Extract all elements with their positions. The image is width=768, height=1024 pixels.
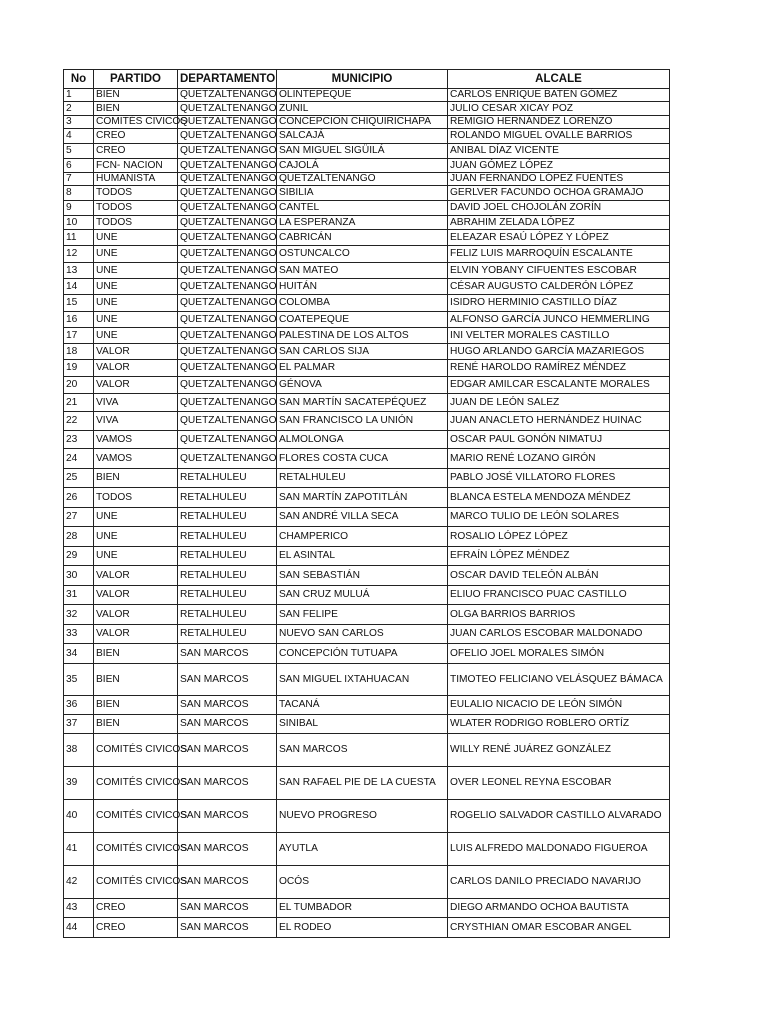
partido-cell: VALOR	[94, 344, 178, 360]
municipio-cell: TACANÁ	[277, 696, 448, 715]
partido-cell: UNE	[94, 547, 178, 566]
table-row	[64, 644, 670, 664]
departamento-cell: SAN MARCOS	[178, 734, 277, 767]
alcalde-cell: OLGA BARRIOS BARRIOS	[448, 605, 670, 625]
municipio-cell: RETALHULEU	[277, 469, 448, 488]
row-number: 18	[64, 344, 94, 360]
alcalde-cell: OSCAR DAVID TELEÓN ALBÁN	[448, 566, 670, 586]
row-number: 42	[64, 866, 94, 899]
municipio-cell: COATEPEQUE	[277, 312, 448, 328]
municipio-cell: SAN CARLOS SIJA	[277, 344, 448, 360]
partido-cell: BIEN	[94, 102, 178, 116]
departamento-cell: RETALHULEU	[178, 547, 277, 566]
col-header-partido: PARTIDO	[94, 70, 178, 89]
table-row	[64, 344, 670, 360]
row-number: 14	[64, 279, 94, 295]
row-number: 25	[64, 469, 94, 488]
table-row	[64, 129, 670, 144]
departamento-cell: QUETZALTENANGO	[178, 412, 277, 431]
alcalde-cell: JUAN DE LEÓN SALEZ	[448, 394, 670, 412]
partido-cell: FCN- NACION	[94, 159, 178, 173]
partido-cell: VALOR	[94, 605, 178, 625]
departamento-cell: QUETZALTENANGO	[178, 431, 277, 449]
table-row	[64, 431, 670, 449]
municipio-cell: ZUNIL	[277, 102, 448, 116]
alcalde-cell: TIMOTEO FELICIANO VELÁSQUEZ BÁMACA	[448, 664, 670, 696]
municipio-cell: CABRICÁN	[277, 230, 448, 246]
alcalde-cell: ELIUO FRANCISCO PUAC CASTILLO	[448, 586, 670, 605]
municipio-cell: LA ESPERANZA	[277, 216, 448, 230]
alcalde-cell: JUAN ANACLETO HERNÁNDEZ HUINAC	[448, 412, 670, 431]
departamento-cell: SAN MARCOS	[178, 696, 277, 715]
departamento-cell: RETALHULEU	[178, 625, 277, 644]
table-row	[64, 586, 670, 605]
table-body	[64, 89, 670, 938]
alcalde-cell: JUAN FERNANDO LÓPEZ FUENTES	[448, 173, 670, 186]
alcalde-cell: OSCAR PAUL GONÓN NIMATUJ	[448, 431, 670, 449]
row-number: 4	[64, 129, 94, 144]
departamento-cell: SAN MARCOS	[178, 918, 277, 938]
table-row	[64, 625, 670, 644]
partido-cell: CREO	[94, 144, 178, 159]
departamento-cell: RETALHULEU	[178, 469, 277, 488]
alcalde-cell: ALFONSO GARCÍA JUNCO HEMMERLING	[448, 312, 670, 328]
table-row	[64, 328, 670, 344]
municipio-cell: PALESTINA DE LOS ALTOS	[277, 328, 448, 344]
municipio-cell: FLORES COSTA CUCA	[277, 449, 448, 469]
row-number: 34	[64, 644, 94, 664]
municipio-cell: OCÓS	[277, 866, 448, 899]
row-number: 38	[64, 734, 94, 767]
table-row	[64, 566, 670, 586]
table-row	[64, 394, 670, 412]
departamento-cell: QUETZALTENANGO	[178, 102, 277, 116]
municipio-cell: SAN CRUZ MULUÁ	[277, 586, 448, 605]
departamento-cell: QUETZALTENANGO	[178, 89, 277, 102]
alcalde-cell: ISIDRO HERMINIO CASTILLO DÍAZ	[448, 295, 670, 312]
table-row	[64, 833, 670, 866]
departamento-cell: RETALHULEU	[178, 508, 277, 527]
alcalde-cell: ANIBAL DÍAZ VICENTE	[448, 144, 670, 159]
table-row	[64, 279, 670, 295]
row-number: 33	[64, 625, 94, 644]
alcalde-cell: OVER LEONEL REYNA ESCOBAR	[448, 767, 670, 800]
departamento-cell: QUETZALTENANGO	[178, 328, 277, 344]
row-number: 41	[64, 833, 94, 866]
partido-cell: CREO	[94, 918, 178, 938]
municipio-cell: SAN FELIPE	[277, 605, 448, 625]
municipio-cell: OSTUNCALCO	[277, 246, 448, 263]
partido-cell: COMITÉS CIVICOS	[94, 800, 178, 833]
departamento-cell: RETALHULEU	[178, 586, 277, 605]
alcalde-cell: EULALIO NICACIO DE LEÓN SIMÓN	[448, 696, 670, 715]
table-row	[64, 295, 670, 312]
alcalde-cell: FELIZ LUIS MARROQUÍN ESCALANTE	[448, 246, 670, 263]
alcalde-cell: EFRAÍN LÓPEZ MÉNDEZ	[448, 547, 670, 566]
partido-cell: COMITÉS CIVICOS	[94, 833, 178, 866]
municipio-cell: CONCEPCIÓN TUTUAPA	[277, 644, 448, 664]
row-number: 29	[64, 547, 94, 566]
alcalde-cell: REMIGIO HERNÁNDEZ LORENZO	[448, 116, 670, 129]
row-number: 26	[64, 488, 94, 508]
header-row	[64, 70, 670, 89]
row-number: 27	[64, 508, 94, 527]
departamento-cell: RETALHULEU	[178, 488, 277, 508]
alcalde-cell: WLATER RODRIGO ROBLERO ORTÍZ	[448, 715, 670, 734]
partido-cell: TODOS	[94, 186, 178, 201]
row-number: 5	[64, 144, 94, 159]
alcalde-cell: ABRAHIM ZELADA LÓPEZ	[448, 216, 670, 230]
row-number: 12	[64, 246, 94, 263]
alcalde-cell: ROGELIO SALVADOR CASTILLO ALVARADO	[448, 800, 670, 833]
alcalde-cell: CARLOS ENRIQUE BATEN GÓMEZ	[448, 89, 670, 102]
alcalde-cell: JUAN CARLOS ESCOBAR MALDONADO	[448, 625, 670, 644]
table-row	[64, 469, 670, 488]
municipio-cell: SAN SEBASTIÁN	[277, 566, 448, 586]
table-row	[64, 173, 670, 186]
municipio-cell: SAN MIGUEL SIGÜILÁ	[277, 144, 448, 159]
alcalde-cell: MARCO TULIO DE LEÓN SOLARES	[448, 508, 670, 527]
departamento-cell: QUETZALTENANGO	[178, 360, 277, 377]
row-number: 37	[64, 715, 94, 734]
alcalde-cell: LUIS ALFREDO MALDONADO FIGUEROA	[448, 833, 670, 866]
row-number: 39	[64, 767, 94, 800]
departamento-cell: QUETZALTENANGO	[178, 173, 277, 186]
alcalde-cell: DAVID JOEL CHOJOLÁN ZORÍN	[448, 201, 670, 216]
row-number: 28	[64, 527, 94, 547]
municipio-cell: QUETZALTENANGO	[277, 173, 448, 186]
municipio-cell: SAN ANDRÉ VILLA SECA	[277, 508, 448, 527]
row-number: 6	[64, 159, 94, 173]
row-number: 31	[64, 586, 94, 605]
alcalde-cell: CRYSTHIAN OMAR ESCOBAR ANGEL	[448, 918, 670, 938]
municipio-cell: EL RODEO	[277, 918, 448, 938]
partido-cell: UNE	[94, 246, 178, 263]
alcalde-cell: ROSALIO LÓPEZ LÓPEZ	[448, 527, 670, 547]
municipio-cell: CONCEPCION CHIQUIRICHAPA	[277, 116, 448, 129]
table-row	[64, 866, 670, 899]
municipio-cell: AYUTLA	[277, 833, 448, 866]
departamento-cell: QUETZALTENANGO	[178, 394, 277, 412]
row-number: 23	[64, 431, 94, 449]
table-row	[64, 144, 670, 159]
departamento-cell: RETALHULEU	[178, 566, 277, 586]
partido-cell: COMITÉS CIVICOS	[94, 734, 178, 767]
row-number: 20	[64, 377, 94, 394]
partido-cell: TODOS	[94, 216, 178, 230]
departamento-cell: QUETZALTENANGO	[178, 312, 277, 328]
col-header-municipio: MUNICIPIO	[277, 70, 448, 89]
departamento-cell: QUETZALTENANGO	[178, 449, 277, 469]
municipio-cell: OLINTEPEQUE	[277, 89, 448, 102]
table-row	[64, 605, 670, 625]
alcalde-cell: MARIO RENÉ LOZANO GIRÓN	[448, 449, 670, 469]
departamento-cell: SAN MARCOS	[178, 664, 277, 696]
departamento-cell: QUETZALTENANGO	[178, 216, 277, 230]
alcalde-cell: RENÉ HAROLDO RAMÍREZ MÉNDEZ	[448, 360, 670, 377]
row-number: 30	[64, 566, 94, 586]
partido-cell: VALOR	[94, 566, 178, 586]
departamento-cell: QUETZALTENANGO	[178, 377, 277, 394]
partido-cell: VIVA	[94, 394, 178, 412]
municipio-cell: NUEVO PROGRESO	[277, 800, 448, 833]
departamento-cell: SAN MARCOS	[178, 899, 277, 918]
row-number: 21	[64, 394, 94, 412]
table-row	[64, 360, 670, 377]
row-number: 43	[64, 899, 94, 918]
municipio-cell: SAN MIGUEL IXTAHUACAN	[277, 664, 448, 696]
departamento-cell: QUETZALTENANGO	[178, 144, 277, 159]
table-row	[64, 312, 670, 328]
departamento-cell: QUETZALTENANGO	[178, 159, 277, 173]
row-number: 7	[64, 173, 94, 186]
municipio-cell: SAN MATEO	[277, 263, 448, 279]
table-row	[64, 899, 670, 918]
alcalde-cell: ELVIN YOBANY CIFUENTES ESCOBAR	[448, 263, 670, 279]
municipio-cell: SAN MARTÍN ZAPOTITLÁN	[277, 488, 448, 508]
municipio-cell: SALCAJÁ	[277, 129, 448, 144]
alcalde-cell: EDGAR AMILCAR ESCALANTE MORALES	[448, 377, 670, 394]
row-number: 10	[64, 216, 94, 230]
row-number: 1	[64, 89, 94, 102]
table-row	[64, 216, 670, 230]
departamento-cell: QUETZALTENANGO	[178, 295, 277, 312]
municipio-cell: SAN RAFAEL PIE DE LA CUESTA	[277, 767, 448, 800]
alcalde-cell: HUGO ARLANDO GARCÍA MAZARIEGOS	[448, 344, 670, 360]
partido-cell: HUMANISTA	[94, 173, 178, 186]
row-number: 11	[64, 230, 94, 246]
partido-cell: VAMOS	[94, 431, 178, 449]
row-number: 44	[64, 918, 94, 938]
row-number: 22	[64, 412, 94, 431]
partido-cell: BIEN	[94, 469, 178, 488]
departamento-cell: QUETZALTENANGO	[178, 186, 277, 201]
alcalde-cell: CARLOS DANILO PRECIADO NAVARIJO	[448, 866, 670, 899]
table-row	[64, 186, 670, 201]
departamento-cell: SAN MARCOS	[178, 866, 277, 899]
row-number: 15	[64, 295, 94, 312]
partido-cell: CREO	[94, 899, 178, 918]
table-row	[64, 449, 670, 469]
partido-cell: UNE	[94, 527, 178, 547]
municipio-cell: ALMOLONGA	[277, 431, 448, 449]
alcalde-cell: PABLO JOSÉ VILLATORO FLORES	[448, 469, 670, 488]
departamento-cell: RETALHULEU	[178, 605, 277, 625]
municipio-cell: CHAMPERICO	[277, 527, 448, 547]
table-row	[64, 547, 670, 566]
municipio-cell: SINIBAL	[277, 715, 448, 734]
row-number: 36	[64, 696, 94, 715]
row-number: 16	[64, 312, 94, 328]
col-header-no: No	[64, 70, 94, 89]
municipio-cell: EL ASINTAL	[277, 547, 448, 566]
alcalde-cell: WILLY RENÉ JUÁREZ GONZÁLEZ	[448, 734, 670, 767]
table-row	[64, 734, 670, 767]
partido-cell: VALOR	[94, 360, 178, 377]
table-row	[64, 116, 670, 129]
partido-cell: UNE	[94, 312, 178, 328]
row-number: 8	[64, 186, 94, 201]
alcalde-cell: JUAN GÓMEZ LÓPEZ	[448, 159, 670, 173]
alcalde-cell: BLANCA ESTELA MENDOZA MÉNDEZ	[448, 488, 670, 508]
table-row	[64, 488, 670, 508]
partido-cell: UNE	[94, 295, 178, 312]
row-number: 24	[64, 449, 94, 469]
municipio-cell: EL TUMBADOR	[277, 899, 448, 918]
municipio-cell: SIBILIA	[277, 186, 448, 201]
alcalde-cell: INI VELTER MORALES CASTILLO	[448, 328, 670, 344]
municipio-cell: SAN FRANCISCO LA UNIÓN	[277, 412, 448, 431]
partido-cell: CREO	[94, 129, 178, 144]
departamento-cell: SAN MARCOS	[178, 715, 277, 734]
partido-cell: UNE	[94, 230, 178, 246]
partido-cell: UNE	[94, 328, 178, 344]
partido-cell: COMITÉS CIVICOS	[94, 767, 178, 800]
table-row	[64, 159, 670, 173]
table-row	[64, 102, 670, 116]
row-number: 9	[64, 201, 94, 216]
table-row	[64, 246, 670, 263]
table-row	[64, 527, 670, 547]
partido-cell: UNE	[94, 279, 178, 295]
table-row	[64, 767, 670, 800]
alcalde-cell: DIEGO ARMANDO OCHOA BAUTISTA	[448, 899, 670, 918]
partido-cell: BIEN	[94, 644, 178, 664]
table-row	[64, 800, 670, 833]
table-row	[64, 377, 670, 394]
partido-cell: TODOS	[94, 201, 178, 216]
municipio-cell: CANTEL	[277, 201, 448, 216]
partido-cell: UNE	[94, 263, 178, 279]
table-row	[64, 263, 670, 279]
municipio-cell: HUITÁN	[277, 279, 448, 295]
partido-cell: BIEN	[94, 89, 178, 102]
row-number: 32	[64, 605, 94, 625]
municipio-cell: COLOMBA	[277, 295, 448, 312]
row-number: 2	[64, 102, 94, 116]
departamento-cell: QUETZALTENANGO	[178, 344, 277, 360]
partido-cell: VIVA	[94, 412, 178, 431]
departamento-cell: QUETZALTENANGO	[178, 246, 277, 263]
partido-cell: VALOR	[94, 377, 178, 394]
col-header-alcalde: ALCALE	[448, 70, 670, 89]
departamento-cell: RETALHULEU	[178, 527, 277, 547]
table-row	[64, 89, 670, 102]
alcalde-cell: OFELIO JOEL MORALES SIMÓN	[448, 644, 670, 664]
departamento-cell: QUETZALTENANGO	[178, 116, 277, 129]
departamento-cell: SAN MARCOS	[178, 833, 277, 866]
mayors-table	[63, 69, 670, 938]
municipio-cell: GÉNOVA	[277, 377, 448, 394]
departamento-cell: QUETZALTENANGO	[178, 263, 277, 279]
table-row	[64, 715, 670, 734]
alcalde-cell: CÉSAR AUGUSTO CALDERÓN LÓPEZ	[448, 279, 670, 295]
col-header-departamento: DEPARTAMENTO	[178, 70, 277, 89]
departamento-cell: SAN MARCOS	[178, 767, 277, 800]
partido-cell: BIEN	[94, 696, 178, 715]
alcalde-cell: ELEAZAR ESAÚ LÓPEZ Y LÓPEZ	[448, 230, 670, 246]
departamento-cell: SAN MARCOS	[178, 644, 277, 664]
partido-cell: BIEN	[94, 664, 178, 696]
partido-cell: VALOR	[94, 586, 178, 605]
alcalde-cell: JULIO CESAR XICAY POZ	[448, 102, 670, 116]
table-row	[64, 508, 670, 527]
row-number: 19	[64, 360, 94, 377]
table-row	[64, 918, 670, 938]
partido-cell: UNE	[94, 508, 178, 527]
row-number: 17	[64, 328, 94, 344]
row-number: 13	[64, 263, 94, 279]
partido-cell: VALOR	[94, 625, 178, 644]
municipio-cell: SAN MARCOS	[277, 734, 448, 767]
departamento-cell: QUETZALTENANGO	[178, 201, 277, 216]
departamento-cell: QUETZALTENANGO	[178, 230, 277, 246]
municipio-cell: CAJOLÁ	[277, 159, 448, 173]
partido-cell: COMITÉS CIVICOS	[94, 116, 178, 129]
partido-cell: BIEN	[94, 715, 178, 734]
table-row	[64, 230, 670, 246]
table-row	[64, 412, 670, 431]
alcalde-cell: ROLANDO MIGUEL OVALLE BARRIOS	[448, 129, 670, 144]
departamento-cell: SAN MARCOS	[178, 800, 277, 833]
row-number: 35	[64, 664, 94, 696]
alcalde-cell: GERLVER FACUNDO OCHOA GRAMAJO	[448, 186, 670, 201]
municipio-cell: EL PALMAR	[277, 360, 448, 377]
partido-cell: VAMOS	[94, 449, 178, 469]
table-row	[64, 201, 670, 216]
departamento-cell: QUETZALTENANGO	[178, 279, 277, 295]
table-row	[64, 696, 670, 715]
partido-cell: COMITÉS CIVICOS	[94, 866, 178, 899]
table-row	[64, 664, 670, 696]
row-number: 40	[64, 800, 94, 833]
municipio-cell: SAN MARTÍN SACATEPÉQUEZ	[277, 394, 448, 412]
partido-cell: TODOS	[94, 488, 178, 508]
municipio-cell: NUEVO SAN CARLOS	[277, 625, 448, 644]
departamento-cell: QUETZALTENANGO	[178, 129, 277, 144]
row-number: 3	[64, 116, 94, 129]
